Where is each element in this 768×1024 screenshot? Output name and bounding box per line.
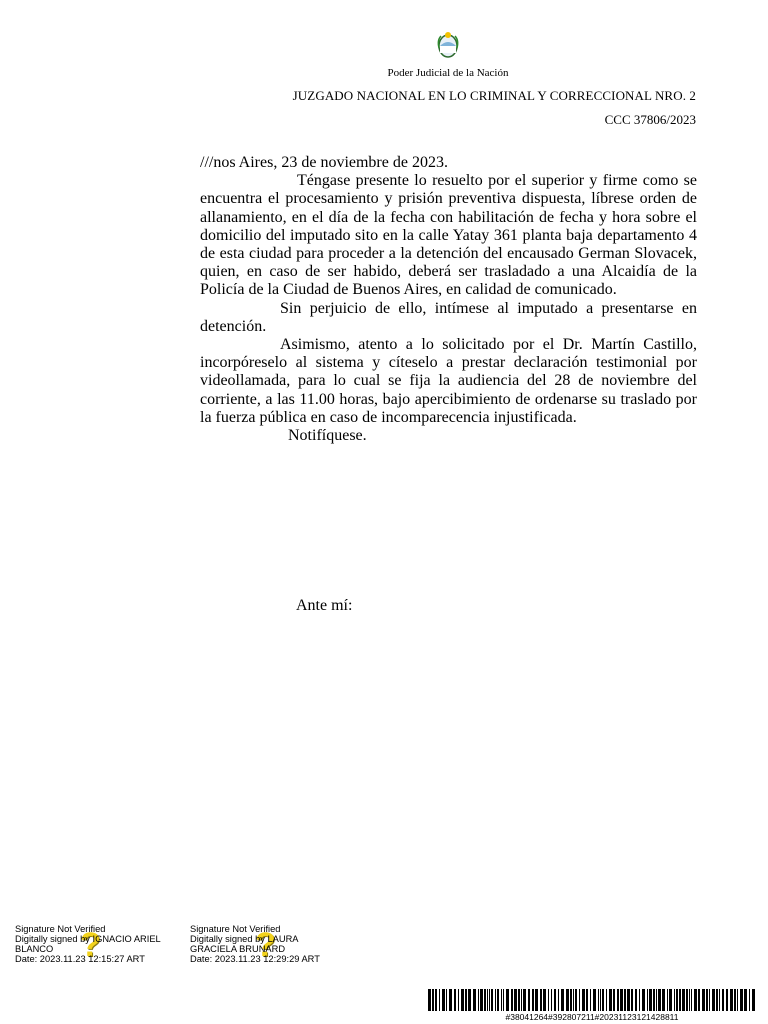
- barcode-bar: [706, 989, 708, 1011]
- barcode-bar: [674, 989, 675, 1011]
- barcode-bar: [689, 989, 690, 1011]
- signature-status: Signature Not Verified: [15, 924, 106, 934]
- signer-line: BLANCO: [15, 944, 54, 954]
- barcode-bar: [458, 989, 459, 1011]
- barcode-bar: [656, 989, 657, 1011]
- barcode-bar: [439, 989, 440, 1011]
- barcode-bar: [682, 989, 685, 1011]
- barcode-bar: [737, 989, 738, 1011]
- signature-date: Date: 2023.11.23 12:29:29 ART: [190, 954, 320, 964]
- barcode-bar: [543, 989, 546, 1011]
- barcode-bar: [627, 989, 630, 1011]
- barcode-bar: [442, 989, 445, 1011]
- barcode-bar: [730, 989, 733, 1011]
- barcode-bar: [468, 989, 471, 1011]
- digital-signature-block: [190, 924, 365, 964]
- barcode-bar: [691, 989, 692, 1011]
- barcode-bar: [511, 989, 513, 1011]
- question-mark-icon: ?: [255, 926, 276, 964]
- barcode-bar: [653, 989, 655, 1011]
- barcode-bar: [506, 989, 509, 1011]
- barcode-bar: [575, 989, 577, 1011]
- barcode-bar: [602, 989, 604, 1011]
- signature-status: Signature Not Verified: [190, 924, 281, 934]
- question-mark-icon: ?: [80, 926, 101, 964]
- barcode-bar: [606, 989, 607, 1011]
- barcode-bar: [446, 989, 447, 1011]
- barcode-bar: [484, 989, 486, 1011]
- barcode-bar: [712, 989, 715, 1011]
- barcode-bar: [679, 989, 681, 1011]
- barcode-bar: [579, 989, 580, 1011]
- barcode-bar: [566, 989, 569, 1011]
- barcode-bar: [620, 989, 623, 1011]
- barcode-bar: [667, 989, 668, 1011]
- paragraph: Sin perjuicio de ello, intímese al imputado a presentarse en detención.: [200, 299, 697, 335]
- barcode-bar: [586, 989, 588, 1011]
- barcode-bar: [480, 989, 483, 1011]
- barcode-bar: [548, 989, 549, 1011]
- paragraph: Asimismo, atento a lo solicitado por el Dr. Martín Castillo, incorpóreselo al sistema y cíteselo a prestar declaración testimonial por videollamada, para lo cual se fija la audiencia del 28 de noviembre del corriente, a las 11.00 horas, bajo apercibimiento de ordenarse su traslado por la fuerza pública en caso de incomparecencia injustificada.: [200, 336, 697, 426]
- barcode-bar: [642, 989, 645, 1011]
- barcode-bar: [719, 989, 720, 1011]
- resolution-body: [200, 154, 697, 445]
- digital-signature-block: [15, 924, 190, 964]
- ante-mi-label: Ante mí:: [296, 597, 353, 614]
- barcode-bar: [752, 989, 755, 1011]
- barcode-bar: [649, 989, 652, 1011]
- barcode-bar: [686, 989, 688, 1011]
- barcode-bar: [473, 989, 476, 1011]
- barcode-bar: [749, 989, 750, 1011]
- barcode-bar: [497, 989, 499, 1011]
- barcode-bar: [521, 989, 522, 1011]
- barcode-bar: [613, 989, 615, 1011]
- barcode-bar: [454, 989, 456, 1011]
- barcode-bar: [501, 989, 502, 1011]
- institution-name: Poder Judicial de la Nación: [387, 67, 509, 79]
- barcode-bar: [669, 989, 672, 1011]
- closing-notification: Notifíquese.: [288, 427, 367, 445]
- barcode-bar: [726, 989, 728, 1011]
- barcode-bar: [609, 989, 612, 1011]
- signer-line: Digitally signed by LAURA: [190, 934, 299, 944]
- barcode-bar: [489, 989, 490, 1011]
- barcode-bar: [528, 989, 530, 1011]
- barcode-bar: [694, 989, 697, 1011]
- barcode-bar: [518, 989, 520, 1011]
- barcode: [428, 989, 756, 1011]
- barcode-bar: [740, 989, 743, 1011]
- barcode-bar: [698, 989, 700, 1011]
- barcode-bar: [593, 989, 596, 1011]
- barcode-bar: [561, 989, 564, 1011]
- barcode-bar: [709, 989, 710, 1011]
- barcode-bar: [551, 989, 552, 1011]
- barcode-bar: [532, 989, 534, 1011]
- barcode-bar: [495, 989, 496, 1011]
- barcode-bar: [590, 989, 591, 1011]
- barcode-bar: [487, 989, 488, 1011]
- barcode-bar: [432, 989, 434, 1011]
- court-name: JUZGADO NACIONAL EN LO CRIMINAL Y CORRECCIONAL NRO. 2: [292, 88, 696, 103]
- date-line: ///nos Aires, 23 de noviembre de 2023.: [200, 154, 448, 171]
- barcode-bar: [617, 989, 619, 1011]
- barcode-bar: [734, 989, 736, 1011]
- barcode-number: #38041264#392807211#20231123121428811: [505, 1012, 679, 1022]
- barcode-bar: [558, 989, 559, 1011]
- barcode-bar: [540, 989, 542, 1011]
- barcode-bar: [449, 989, 452, 1011]
- barcode-bar: [503, 989, 504, 1011]
- barcode-bar: [722, 989, 724, 1011]
- signer-line: GRACIELA BRUNARD: [190, 944, 286, 954]
- barcode-bar: [676, 989, 678, 1011]
- barcode-bar: [631, 989, 633, 1011]
- barcode-bar: [600, 989, 601, 1011]
- barcode-bar: [598, 989, 599, 1011]
- barcode-bar: [570, 989, 572, 1011]
- barcode-bar: [491, 989, 493, 1011]
- barcode-bar: [573, 989, 574, 1011]
- barcode-bar: [554, 989, 556, 1011]
- barcode-bar: [639, 989, 640, 1011]
- signature-date: Date: 2023.11.23 12:15:27 ART: [15, 954, 145, 964]
- barcode-bar: [478, 989, 479, 1011]
- paragraph: Téngase presente lo resuelto por el superior y firme como se encuentra el procesamiento y prisión preventiva dispuesta, líbrese orden de allanamiento, en el día de la fecha con habilitación de fecha y hora sobre el domicilio del imputado sito en la calle Yatay 361 planta baja departamento 4 de esta ciudad para proceder a la detención del encausado German Slovacek, quien, en caso de ser habido, deberá ser trasladado a una Alcaidía de la Policía de la Ciudad de Buenos Aires, en calidad de comunicado.: [200, 172, 697, 299]
- barcode-bar: [702, 989, 705, 1011]
- signer-line: Digitally signed by IGNACIO ARIEL: [15, 934, 161, 944]
- barcode-bar: [514, 989, 517, 1011]
- barcode-bar: [461, 989, 464, 1011]
- barcode-bar: [624, 989, 626, 1011]
- barcode-bar: [647, 989, 648, 1011]
- barcode-bar: [744, 989, 747, 1011]
- barcode-bar: [658, 989, 661, 1011]
- case-number: CCC 37806/2023: [604, 112, 696, 127]
- barcode-bar: [716, 989, 718, 1011]
- barcode-bar: [435, 989, 437, 1011]
- barcode-bar: [428, 989, 431, 1011]
- barcode-bar: [465, 989, 467, 1011]
- barcode-bar: [523, 989, 526, 1011]
- barcode-bar: [635, 989, 637, 1011]
- coat-of-arms-icon: [436, 30, 460, 60]
- barcode-bar: [662, 989, 665, 1011]
- barcode-bar: [582, 989, 585, 1011]
- barcode-bar: [535, 989, 538, 1011]
